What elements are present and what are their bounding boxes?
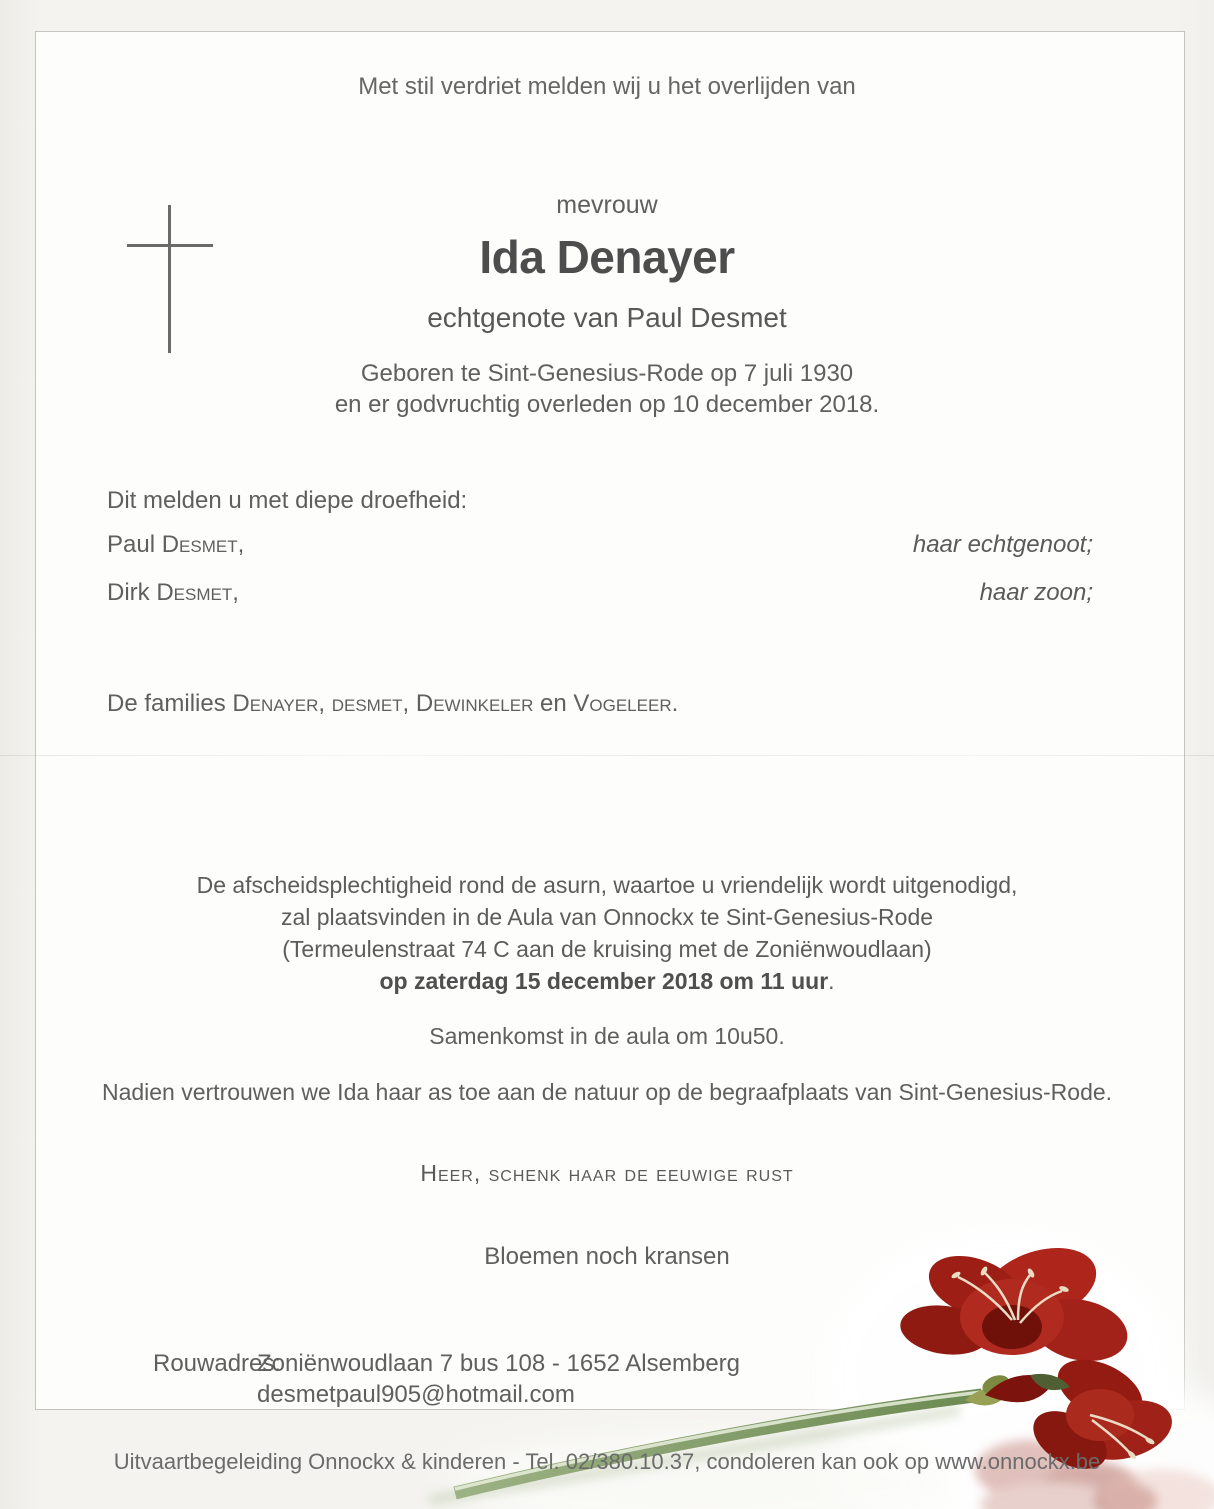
relative-relation: haar echtgenoot; bbox=[912, 531, 1093, 558]
spouse-subtitle: echtgenote van Paul Desmet bbox=[427, 302, 787, 333]
flowers-note: Bloemen noch kransen bbox=[484, 1243, 730, 1270]
gathering-line: Samenkomst in de aula om 10u50. bbox=[429, 1023, 785, 1049]
mourning-address-label: Rouwadres: bbox=[153, 1350, 282, 1377]
prayer-line: Heer, schenk haar de eeuwige rust bbox=[420, 1160, 794, 1186]
intro-line: Met stil verdriet melden wij u het overlijden van bbox=[358, 73, 856, 100]
death-line: en er godvruchtig overleden op 10 december 2018. bbox=[334, 391, 880, 418]
relative-name: Dirk Desmet, bbox=[107, 579, 239, 606]
ceremony-line1: De afscheidsplechtigheid rond de asurn, waartoe u vriendelijk wordt uitgenodigd, bbox=[196, 872, 1018, 898]
ceremony-details bbox=[0, 869, 1214, 997]
salutation: mevrouw bbox=[556, 191, 658, 219]
fold-crease bbox=[0, 755, 1214, 756]
ceremony-line3: (Termeulenstraat 74 C aan de kruising met de Zoniënwoudlaan) bbox=[282, 936, 932, 962]
mourning-address-street: Zoniënwoudlaan 7 bus 108 - 1652 Alsemberg bbox=[257, 1350, 740, 1377]
relative-row-son bbox=[107, 579, 1093, 607]
committal-line: Nadien vertrouwen we Ida haar as toe aan de natuur op de begraafplaats van Sint-Genesius-Rode. bbox=[101, 1079, 1113, 1105]
relative-name: Paul Desmet, bbox=[107, 531, 245, 558]
deceased-name: Ida Denayer bbox=[479, 231, 735, 283]
birth-death-lines bbox=[0, 358, 1214, 420]
ceremony-line2: zal plaatsvinden in de Aula van Onnockx te Sint-Genesius-Rode bbox=[280, 904, 934, 930]
birth-line: Geboren te Sint-Genesius-Rode op 7 juli 1930 bbox=[360, 360, 854, 387]
mourning-address-email: desmetpaul905@hotmail.com bbox=[257, 1381, 575, 1408]
families-line: De families Denayer, desmet, Dewinkeler en Vogeleer. bbox=[107, 690, 679, 717]
relative-row-husband bbox=[107, 531, 1093, 559]
relative-relation: haar zoon; bbox=[979, 579, 1093, 606]
announce-line: Dit melden u met diepe droefheid: bbox=[107, 487, 468, 514]
ceremony-date-line: op zaterdag 15 december 2018 om 11 uur. bbox=[379, 968, 835, 994]
funeral-home-footer: Uitvaartbegeleiding Onnockx & kinderen - Tel. 02/380.10.37, condoleren kan ook op www.onnockx.be bbox=[113, 1449, 1101, 1474]
